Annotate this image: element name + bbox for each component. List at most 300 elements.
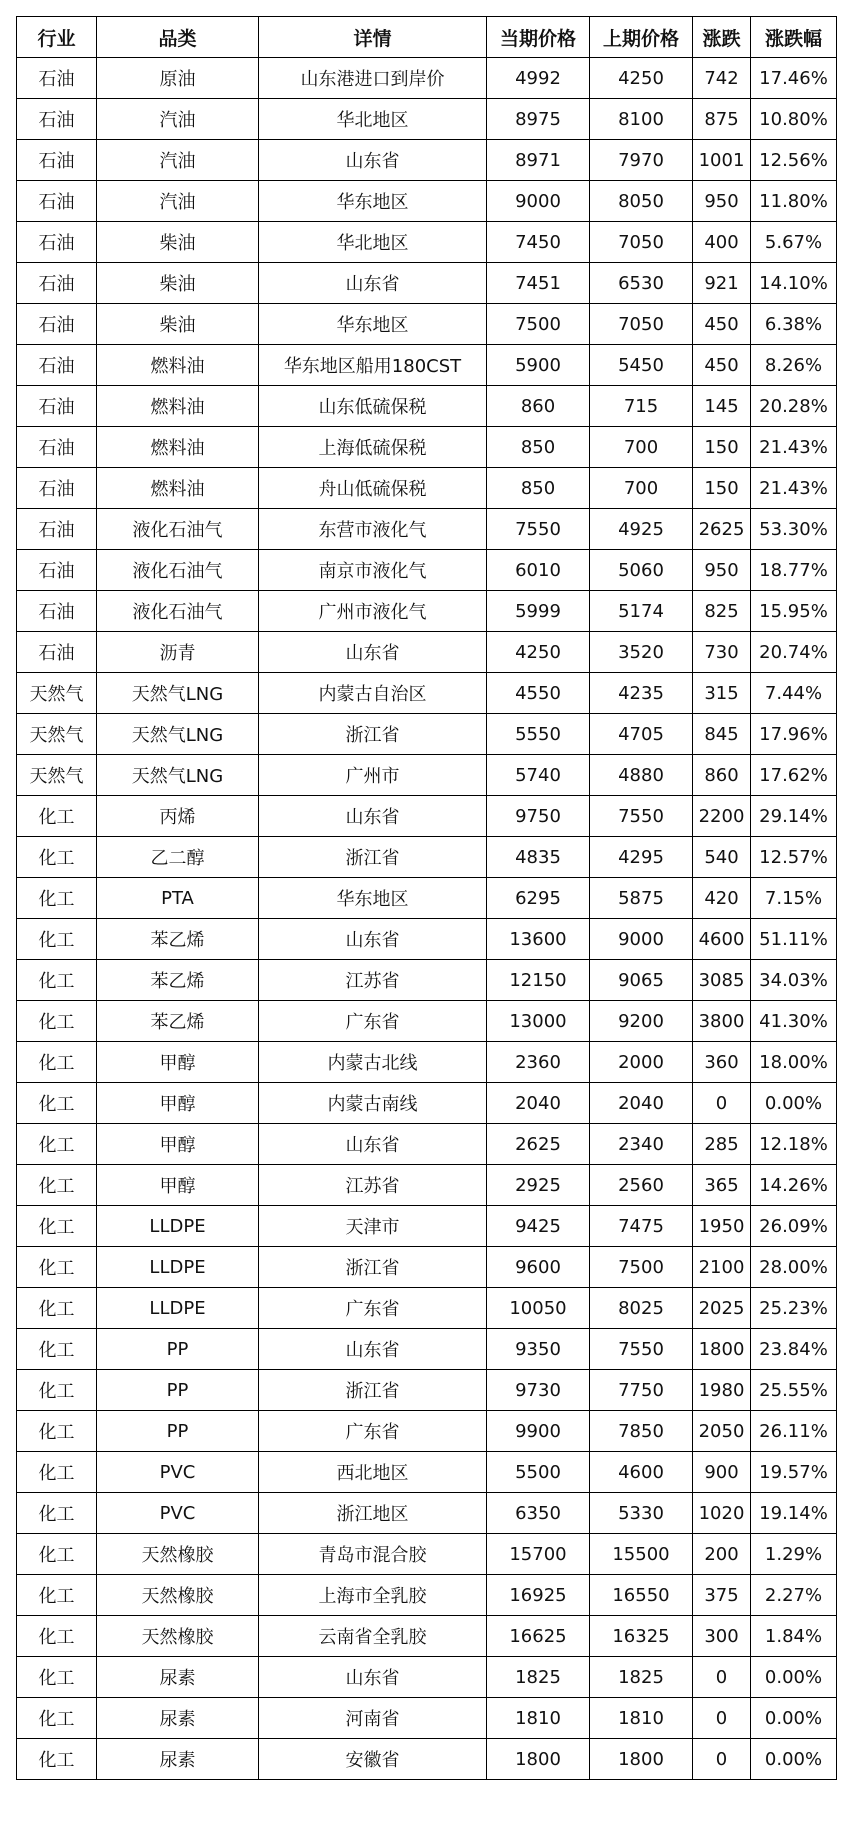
table-row — [17, 1247, 837, 1288]
table-row — [17, 468, 837, 509]
cell-industry: 化工 — [17, 1452, 97, 1493]
table-row — [17, 796, 837, 837]
cell-current-price: 9350 — [487, 1329, 590, 1370]
cell-category: 天然气LNG — [97, 673, 259, 714]
table-row — [17, 1001, 837, 1042]
table-row — [17, 1288, 837, 1329]
cell-change-pct: 6.38% — [751, 304, 837, 345]
cell-industry: 化工 — [17, 1657, 97, 1698]
cell-category: 尿素 — [97, 1698, 259, 1739]
header-row — [17, 17, 837, 58]
cell-category: 液化石油气 — [97, 509, 259, 550]
cell-current-price: 1800 — [487, 1739, 590, 1780]
cell-change-pct: 25.55% — [751, 1370, 837, 1411]
cell-detail: 山东省 — [259, 796, 487, 837]
cell-change: 845 — [693, 714, 751, 755]
table-row — [17, 386, 837, 427]
cell-detail: 东营市液化气 — [259, 509, 487, 550]
cell-current-price: 1810 — [487, 1698, 590, 1739]
cell-current-price: 13000 — [487, 1001, 590, 1042]
cell-change-pct: 2.27% — [751, 1575, 837, 1616]
cell-previous-price: 3520 — [590, 632, 693, 673]
cell-change: 400 — [693, 222, 751, 263]
cell-change: 921 — [693, 263, 751, 304]
cell-current-price: 9000 — [487, 181, 590, 222]
cell-change: 1980 — [693, 1370, 751, 1411]
cell-industry: 化工 — [17, 1165, 97, 1206]
cell-previous-price: 1810 — [590, 1698, 693, 1739]
cell-category: 柴油 — [97, 263, 259, 304]
cell-industry: 化工 — [17, 1288, 97, 1329]
cell-previous-price: 8025 — [590, 1288, 693, 1329]
table-row — [17, 1329, 837, 1370]
cell-category: 甲醇 — [97, 1165, 259, 1206]
cell-change: 2100 — [693, 1247, 751, 1288]
cell-change: 3085 — [693, 960, 751, 1001]
cell-change: 300 — [693, 1616, 751, 1657]
cell-current-price: 7550 — [487, 509, 590, 550]
cell-current-price: 4992 — [487, 58, 590, 99]
cell-previous-price: 2560 — [590, 1165, 693, 1206]
cell-change-pct: 19.57% — [751, 1452, 837, 1493]
cell-previous-price: 715 — [590, 386, 693, 427]
cell-current-price: 850 — [487, 468, 590, 509]
header-detail: 详情 — [259, 17, 487, 58]
cell-change-pct: 23.84% — [751, 1329, 837, 1370]
cell-current-price: 5740 — [487, 755, 590, 796]
cell-change-pct: 34.03% — [751, 960, 837, 1001]
cell-industry: 化工 — [17, 1329, 97, 1370]
cell-industry: 化工 — [17, 1616, 97, 1657]
cell-change: 4600 — [693, 919, 751, 960]
cell-industry: 石油 — [17, 550, 97, 591]
cell-change: 450 — [693, 304, 751, 345]
cell-category: 燃料油 — [97, 386, 259, 427]
table-row — [17, 181, 837, 222]
table-row — [17, 1165, 837, 1206]
cell-change-pct: 1.84% — [751, 1616, 837, 1657]
cell-category: 丙烯 — [97, 796, 259, 837]
cell-current-price: 1825 — [487, 1657, 590, 1698]
cell-previous-price: 5060 — [590, 550, 693, 591]
cell-change: 375 — [693, 1575, 751, 1616]
cell-change: 365 — [693, 1165, 751, 1206]
cell-previous-price: 9065 — [590, 960, 693, 1001]
cell-change: 900 — [693, 1452, 751, 1493]
cell-category: 汽油 — [97, 181, 259, 222]
cell-current-price: 4550 — [487, 673, 590, 714]
cell-current-price: 6295 — [487, 878, 590, 919]
cell-industry: 石油 — [17, 222, 97, 263]
cell-industry: 化工 — [17, 878, 97, 919]
cell-category: 尿素 — [97, 1739, 259, 1780]
cell-change-pct: 26.11% — [751, 1411, 837, 1452]
table-body — [17, 58, 837, 1780]
cell-current-price: 2040 — [487, 1083, 590, 1124]
cell-change: 0 — [693, 1698, 751, 1739]
cell-detail: 山东省 — [259, 919, 487, 960]
header-previous-price: 上期价格 — [590, 17, 693, 58]
cell-current-price: 9750 — [487, 796, 590, 837]
cell-change-pct: 12.56% — [751, 140, 837, 181]
cell-industry: 天然气 — [17, 673, 97, 714]
table-row — [17, 837, 837, 878]
cell-detail: 广东省 — [259, 1288, 487, 1329]
table-row — [17, 632, 837, 673]
cell-industry: 石油 — [17, 58, 97, 99]
table-row — [17, 1206, 837, 1247]
cell-previous-price: 7750 — [590, 1370, 693, 1411]
table-row — [17, 755, 837, 796]
cell-previous-price: 700 — [590, 427, 693, 468]
cell-detail: 华东地区 — [259, 878, 487, 919]
header-change: 涨跌 — [693, 17, 751, 58]
cell-category: 天然气LNG — [97, 714, 259, 755]
cell-industry: 石油 — [17, 263, 97, 304]
cell-current-price: 12150 — [487, 960, 590, 1001]
table-row — [17, 1452, 837, 1493]
table-row — [17, 1616, 837, 1657]
cell-change-pct: 29.14% — [751, 796, 837, 837]
cell-current-price: 9900 — [487, 1411, 590, 1452]
cell-industry: 天然气 — [17, 714, 97, 755]
cell-current-price: 2360 — [487, 1042, 590, 1083]
cell-category: LLDPE — [97, 1247, 259, 1288]
cell-change: 1020 — [693, 1493, 751, 1534]
table-header — [17, 17, 837, 58]
cell-change: 150 — [693, 468, 751, 509]
cell-change: 1800 — [693, 1329, 751, 1370]
cell-detail: 山东省 — [259, 632, 487, 673]
cell-detail: 山东港进口到岸价 — [259, 58, 487, 99]
cell-category: PVC — [97, 1452, 259, 1493]
table-row — [17, 1739, 837, 1780]
cell-change: 2200 — [693, 796, 751, 837]
cell-detail: 上海低硫保税 — [259, 427, 487, 468]
cell-detail: 山东省 — [259, 1657, 487, 1698]
cell-current-price: 8971 — [487, 140, 590, 181]
cell-current-price: 4835 — [487, 837, 590, 878]
cell-category: LLDPE — [97, 1206, 259, 1247]
cell-change-pct: 18.00% — [751, 1042, 837, 1083]
cell-current-price: 5500 — [487, 1452, 590, 1493]
cell-industry: 化工 — [17, 1206, 97, 1247]
cell-current-price: 9425 — [487, 1206, 590, 1247]
cell-detail: 华东地区 — [259, 304, 487, 345]
cell-change-pct: 5.67% — [751, 222, 837, 263]
cell-current-price: 5900 — [487, 345, 590, 386]
cell-change: 360 — [693, 1042, 751, 1083]
cell-change-pct: 17.62% — [751, 755, 837, 796]
cell-detail: 广州市液化气 — [259, 591, 487, 632]
table-row — [17, 1534, 837, 1575]
cell-industry: 石油 — [17, 591, 97, 632]
cell-previous-price: 7850 — [590, 1411, 693, 1452]
cell-current-price: 860 — [487, 386, 590, 427]
cell-previous-price: 7500 — [590, 1247, 693, 1288]
cell-detail: 江苏省 — [259, 1165, 487, 1206]
cell-industry: 化工 — [17, 1534, 97, 1575]
cell-industry: 石油 — [17, 304, 97, 345]
cell-change-pct: 7.15% — [751, 878, 837, 919]
cell-detail: 南京市液化气 — [259, 550, 487, 591]
cell-previous-price: 7475 — [590, 1206, 693, 1247]
cell-change-pct: 0.00% — [751, 1739, 837, 1780]
cell-detail: 云南省全乳胶 — [259, 1616, 487, 1657]
cell-previous-price: 16325 — [590, 1616, 693, 1657]
table-row — [17, 140, 837, 181]
cell-change: 1001 — [693, 140, 751, 181]
cell-current-price: 7500 — [487, 304, 590, 345]
cell-category: 柴油 — [97, 222, 259, 263]
cell-current-price: 13600 — [487, 919, 590, 960]
cell-detail: 山东省 — [259, 140, 487, 181]
cell-previous-price: 4880 — [590, 755, 693, 796]
cell-category: 燃料油 — [97, 468, 259, 509]
cell-change-pct: 41.30% — [751, 1001, 837, 1042]
cell-previous-price: 15500 — [590, 1534, 693, 1575]
cell-change: 742 — [693, 58, 751, 99]
cell-previous-price: 4925 — [590, 509, 693, 550]
table-row — [17, 1657, 837, 1698]
cell-current-price: 2625 — [487, 1124, 590, 1165]
cell-previous-price: 5450 — [590, 345, 693, 386]
cell-detail: 内蒙古北线 — [259, 1042, 487, 1083]
cell-detail: 山东省 — [259, 1124, 487, 1165]
price-table — [16, 16, 837, 1780]
table-row — [17, 345, 837, 386]
cell-detail: 天津市 — [259, 1206, 487, 1247]
table-row — [17, 1493, 837, 1534]
cell-industry: 化工 — [17, 1698, 97, 1739]
cell-current-price: 10050 — [487, 1288, 590, 1329]
cell-detail: 山东低硫保税 — [259, 386, 487, 427]
cell-category: 天然橡胶 — [97, 1575, 259, 1616]
cell-industry: 化工 — [17, 919, 97, 960]
cell-previous-price: 4295 — [590, 837, 693, 878]
cell-industry: 石油 — [17, 99, 97, 140]
cell-change: 1950 — [693, 1206, 751, 1247]
cell-change: 540 — [693, 837, 751, 878]
cell-category: PVC — [97, 1493, 259, 1534]
cell-category: 液化石油气 — [97, 550, 259, 591]
table-row — [17, 591, 837, 632]
cell-change: 3800 — [693, 1001, 751, 1042]
cell-change: 145 — [693, 386, 751, 427]
cell-current-price: 4250 — [487, 632, 590, 673]
cell-change: 730 — [693, 632, 751, 673]
cell-industry: 石油 — [17, 386, 97, 427]
cell-current-price: 8975 — [487, 99, 590, 140]
cell-detail: 华北地区 — [259, 222, 487, 263]
cell-change-pct: 11.80% — [751, 181, 837, 222]
cell-category: 柴油 — [97, 304, 259, 345]
cell-detail: 上海市全乳胶 — [259, 1575, 487, 1616]
cell-change-pct: 20.28% — [751, 386, 837, 427]
table-row — [17, 1698, 837, 1739]
cell-change-pct: 10.80% — [751, 99, 837, 140]
cell-industry: 化工 — [17, 837, 97, 878]
cell-detail: 河南省 — [259, 1698, 487, 1739]
cell-detail: 安徽省 — [259, 1739, 487, 1780]
cell-industry: 化工 — [17, 1411, 97, 1452]
cell-detail: 舟山低硫保税 — [259, 468, 487, 509]
cell-category: PTA — [97, 878, 259, 919]
cell-previous-price: 16550 — [590, 1575, 693, 1616]
cell-current-price: 7450 — [487, 222, 590, 263]
cell-industry: 化工 — [17, 1083, 97, 1124]
header-change-pct: 涨跌幅 — [751, 17, 837, 58]
cell-change-pct: 14.26% — [751, 1165, 837, 1206]
cell-previous-price: 7970 — [590, 140, 693, 181]
cell-category: PP — [97, 1329, 259, 1370]
table-row — [17, 222, 837, 263]
cell-change: 0 — [693, 1083, 751, 1124]
cell-detail: 浙江省 — [259, 837, 487, 878]
cell-change: 875 — [693, 99, 751, 140]
cell-change-pct: 0.00% — [751, 1698, 837, 1739]
table-row — [17, 263, 837, 304]
cell-change: 450 — [693, 345, 751, 386]
cell-category: 天然橡胶 — [97, 1534, 259, 1575]
cell-category: 原油 — [97, 58, 259, 99]
cell-previous-price: 7050 — [590, 222, 693, 263]
cell-change: 2625 — [693, 509, 751, 550]
cell-current-price: 850 — [487, 427, 590, 468]
cell-change: 2050 — [693, 1411, 751, 1452]
cell-detail: 华东地区船用180CST — [259, 345, 487, 386]
cell-current-price: 7451 — [487, 263, 590, 304]
table-row — [17, 427, 837, 468]
cell-industry: 化工 — [17, 1247, 97, 1288]
cell-change: 420 — [693, 878, 751, 919]
cell-change: 825 — [693, 591, 751, 632]
cell-industry: 石油 — [17, 509, 97, 550]
cell-change-pct: 28.00% — [751, 1247, 837, 1288]
cell-detail: 西北地区 — [259, 1452, 487, 1493]
cell-current-price: 15700 — [487, 1534, 590, 1575]
cell-change-pct: 14.10% — [751, 263, 837, 304]
table-row — [17, 1411, 837, 1452]
cell-change-pct: 0.00% — [751, 1657, 837, 1698]
cell-detail: 华北地区 — [259, 99, 487, 140]
cell-previous-price: 7550 — [590, 1329, 693, 1370]
cell-previous-price: 8050 — [590, 181, 693, 222]
cell-previous-price: 4705 — [590, 714, 693, 755]
cell-category: 苯乙烯 — [97, 1001, 259, 1042]
cell-category: LLDPE — [97, 1288, 259, 1329]
cell-category: 液化石油气 — [97, 591, 259, 632]
cell-change: 315 — [693, 673, 751, 714]
cell-change: 950 — [693, 550, 751, 591]
cell-detail: 广州市 — [259, 755, 487, 796]
table-row — [17, 714, 837, 755]
table-row — [17, 304, 837, 345]
cell-current-price: 2925 — [487, 1165, 590, 1206]
cell-detail: 浙江省 — [259, 714, 487, 755]
cell-current-price: 9600 — [487, 1247, 590, 1288]
table-row — [17, 58, 837, 99]
cell-previous-price: 5875 — [590, 878, 693, 919]
cell-change: 2025 — [693, 1288, 751, 1329]
cell-detail: 内蒙古自治区 — [259, 673, 487, 714]
cell-industry: 石油 — [17, 140, 97, 181]
cell-previous-price: 1825 — [590, 1657, 693, 1698]
cell-category: 甲醇 — [97, 1042, 259, 1083]
cell-change: 200 — [693, 1534, 751, 1575]
cell-previous-price: 8100 — [590, 99, 693, 140]
cell-previous-price: 6530 — [590, 263, 693, 304]
cell-category: 尿素 — [97, 1657, 259, 1698]
cell-category: 甲醇 — [97, 1083, 259, 1124]
cell-industry: 石油 — [17, 181, 97, 222]
cell-category: 苯乙烯 — [97, 919, 259, 960]
table-row — [17, 673, 837, 714]
cell-detail: 广东省 — [259, 1411, 487, 1452]
cell-detail: 青岛市混合胶 — [259, 1534, 487, 1575]
cell-detail: 山东省 — [259, 263, 487, 304]
cell-change-pct: 17.46% — [751, 58, 837, 99]
cell-change-pct: 17.96% — [751, 714, 837, 755]
cell-industry: 化工 — [17, 1575, 97, 1616]
cell-change: 285 — [693, 1124, 751, 1165]
cell-category: 燃料油 — [97, 427, 259, 468]
price-table-container — [16, 16, 837, 1780]
header-category: 品类 — [97, 17, 259, 58]
cell-change-pct: 53.30% — [751, 509, 837, 550]
cell-change-pct: 7.44% — [751, 673, 837, 714]
table-row — [17, 1083, 837, 1124]
cell-change-pct: 25.23% — [751, 1288, 837, 1329]
cell-detail: 华东地区 — [259, 181, 487, 222]
cell-current-price: 9730 — [487, 1370, 590, 1411]
cell-previous-price: 9200 — [590, 1001, 693, 1042]
cell-category: PP — [97, 1411, 259, 1452]
cell-current-price: 16925 — [487, 1575, 590, 1616]
cell-industry: 石油 — [17, 345, 97, 386]
cell-category: 苯乙烯 — [97, 960, 259, 1001]
cell-industry: 化工 — [17, 960, 97, 1001]
cell-change-pct: 19.14% — [751, 1493, 837, 1534]
table-row — [17, 919, 837, 960]
cell-change: 950 — [693, 181, 751, 222]
table-row — [17, 878, 837, 919]
cell-previous-price: 4250 — [590, 58, 693, 99]
cell-change-pct: 21.43% — [751, 468, 837, 509]
cell-change-pct: 8.26% — [751, 345, 837, 386]
table-row — [17, 1575, 837, 1616]
cell-current-price: 16625 — [487, 1616, 590, 1657]
cell-previous-price: 1800 — [590, 1739, 693, 1780]
cell-industry: 石油 — [17, 468, 97, 509]
cell-category: 汽油 — [97, 140, 259, 181]
cell-category: 天然气LNG — [97, 755, 259, 796]
cell-change-pct: 20.74% — [751, 632, 837, 673]
cell-previous-price: 4235 — [590, 673, 693, 714]
cell-industry: 化工 — [17, 1493, 97, 1534]
cell-previous-price: 5174 — [590, 591, 693, 632]
table-row — [17, 960, 837, 1001]
cell-change-pct: 51.11% — [751, 919, 837, 960]
cell-industry: 化工 — [17, 1370, 97, 1411]
cell-detail: 浙江地区 — [259, 1493, 487, 1534]
cell-previous-price: 2040 — [590, 1083, 693, 1124]
cell-previous-price: 7550 — [590, 796, 693, 837]
cell-industry: 化工 — [17, 1124, 97, 1165]
cell-category: 天然橡胶 — [97, 1616, 259, 1657]
cell-industry: 石油 — [17, 427, 97, 468]
cell-change-pct: 26.09% — [751, 1206, 837, 1247]
